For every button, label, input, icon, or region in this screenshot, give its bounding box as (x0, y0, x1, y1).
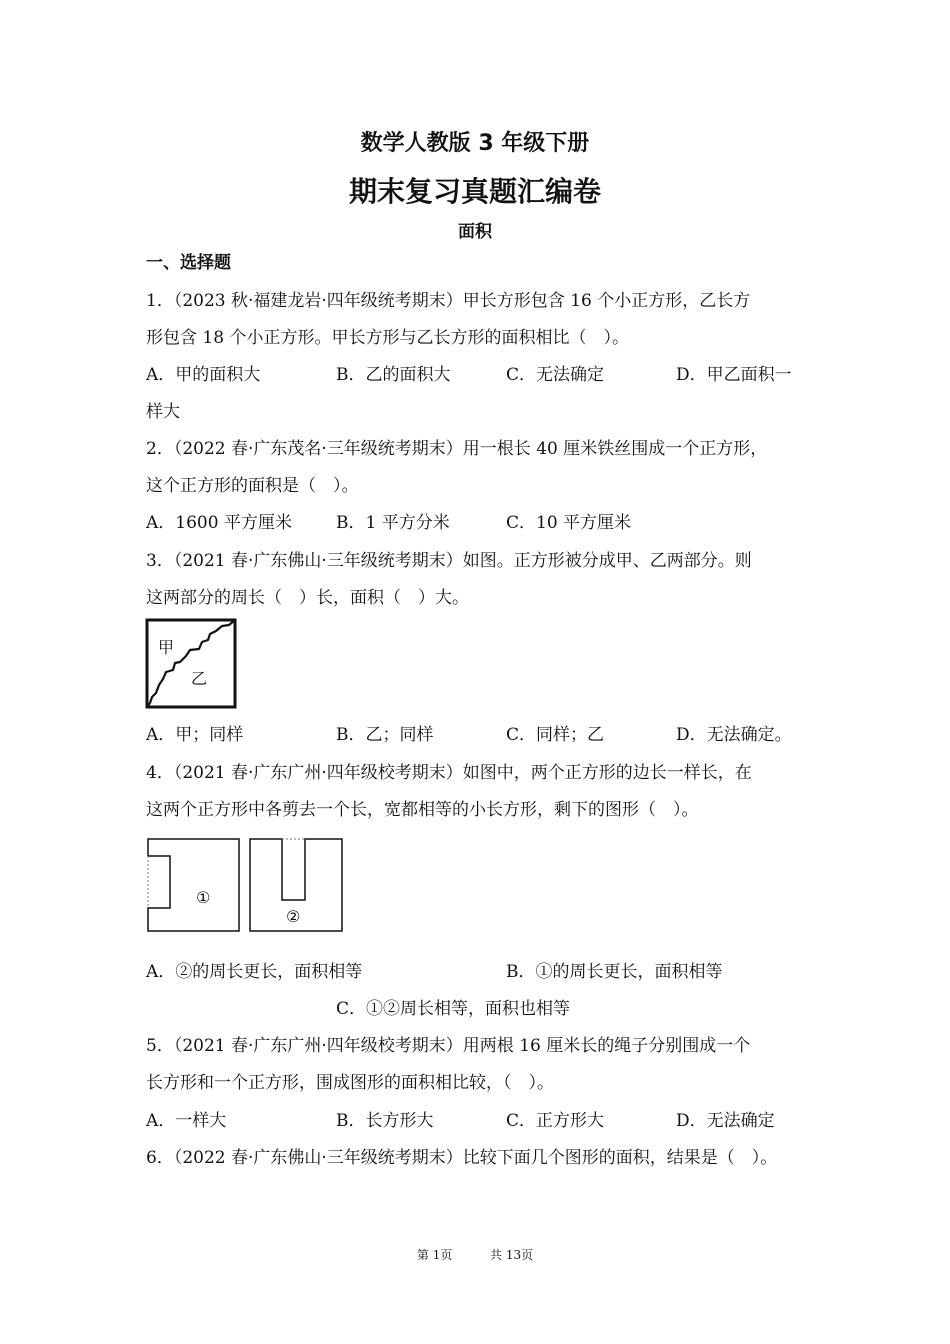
q3-option-c: C．同样；乙 (506, 725, 605, 745)
q1-line-1: 1．（2023 秋·福建龙岩·四年级统考期末）甲长方形包含 16 个小正方形，乙长方 (146, 291, 751, 311)
q1-option-d: D．甲乙面积一 (676, 365, 792, 385)
q3-option-d: D．无法确定。 (676, 725, 792, 745)
q2-line-1: 2．（2022 春·广东茂名·三年级统考期末）用一根长 40 厘米铁丝围成一个正方形， (146, 439, 768, 459)
q3-figure-divider (147, 620, 235, 707)
q2-option-c: C．10 平方厘米 (506, 513, 632, 533)
q3-option-b: B．乙；同样 (336, 725, 434, 745)
q1-line-2: 形包含 18 个小正方形。甲长方形与乙长方形的面积相比（ ）。 (146, 328, 629, 348)
q5-option-d: D．无法确定 (676, 1111, 775, 1131)
q4-option-b: B．①的周长更长，面积相等 (506, 962, 723, 982)
page-total: 共 13页 (490, 1248, 534, 1262)
q3-figure (144, 617, 240, 709)
q2-option-a: A．1600 平方厘米 (146, 513, 292, 533)
q4-line-1: 4．（2021 春·广东广州·四年级校考期末）如图中，两个正方形的边长一样长，在 (146, 763, 752, 783)
q4-option-c: C．①②周长相等，面积也相等 (336, 999, 571, 1019)
q3-figure-square (147, 620, 235, 707)
q5-option-b: B．长方形大 (336, 1111, 434, 1131)
q2-line-2: 这个正方形的面积是（ ）。 (146, 476, 359, 496)
section-title: 一、选择题 (146, 253, 231, 273)
q3-option-a: A．甲；同样 (146, 725, 244, 745)
q6-line-1: 6．（2022 春·广东佛山·三年级统考期末）比较下面几个图形的面积，结果是（ ）。 (146, 1148, 778, 1168)
page-number: 第 1页 (416, 1248, 453, 1262)
q1-option-b: B．乙的面积大 (336, 365, 451, 385)
q5-line-2: 长方形和一个正方形，围成图形的面积相比较，（ ）。 (146, 1073, 554, 1093)
page-title: 期末复习真题汇编卷 (348, 175, 601, 208)
q1-option-c: C．无法确定 (506, 365, 605, 385)
q5-line-1: 5．（2021 春·广东广州·四年级校考期末）用两根 16 厘米长的绳子分别围成一个 (146, 1036, 751, 1056)
subtitle: 数学人教版 3 年级下册 (360, 131, 590, 156)
q3-label-yi: 乙 (191, 669, 208, 688)
q1-option-a: A．甲的面积大 (146, 365, 261, 385)
q4-option-a: A．②的周长更长，面积相等 (146, 962, 363, 982)
q4-label-1: ① (196, 888, 211, 907)
q4-figure-1-outline (148, 839, 239, 931)
q5-option-c: C．正方形大 (506, 1111, 605, 1131)
q3-line-1: 3．（2021 春·广东佛山·三年级统考期末）如图。正方形被分成甲、乙两部分。则 (146, 551, 752, 571)
q5-option-a: A．一样大 (146, 1111, 227, 1131)
q3-line-2: 这两部分的周长（ ）长，面积（ ）大。 (146, 588, 469, 608)
page-footer (0, 1246, 950, 1263)
q1-option-d-wrap: 样大 (146, 402, 180, 422)
topic-title: 面积 (458, 222, 492, 242)
q2-option-b: B．1 平方分米 (336, 513, 450, 533)
q4-figure (144, 836, 348, 936)
q4-line-2: 这两个正方形中各剪去一个长，宽都相等的小长方形，剩下的图形（ ）。 (146, 800, 699, 820)
q3-label-jia: 甲 (158, 638, 175, 657)
q4-label-2: ② (286, 907, 301, 926)
